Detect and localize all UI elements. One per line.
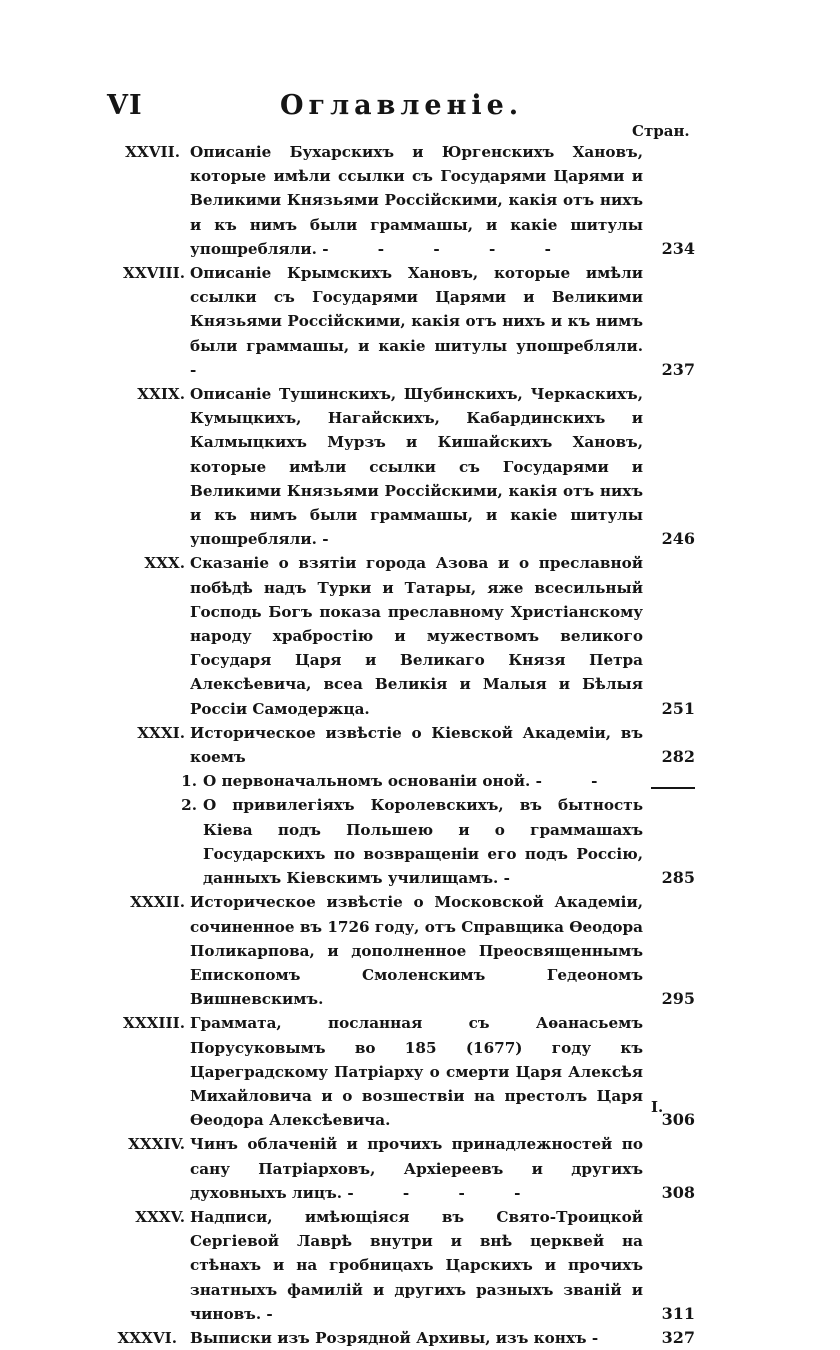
dot-leader: - bbox=[591, 1328, 621, 1347]
dot-leader: - bbox=[322, 530, 351, 549]
entry-number: XXVII. bbox=[125, 143, 180, 161]
dot-leader: - bbox=[190, 360, 219, 379]
toc-entry bbox=[95, 1326, 695, 1350]
toc-entry bbox=[95, 382, 695, 551]
dot-leader: - bbox=[503, 869, 532, 888]
page-title: Оглавленіе. bbox=[280, 90, 524, 121]
entry-number: 1. bbox=[181, 772, 197, 791]
entry-page: 285 bbox=[661, 868, 695, 888]
entry-page: 251 bbox=[661, 698, 695, 718]
toc-entry bbox=[95, 721, 695, 769]
entry-number: XXX. bbox=[144, 554, 185, 573]
entry-number: XXVIII. bbox=[123, 264, 185, 283]
entry-text: Сказаніе о взятіи города Азова и о преславной побѣдѣ надъ Турки и Татары, яже всесильный Господь Богъ показа преславному Христіанскому народу храбростію и мужествомъ великого Государя Царя и Великаго Князя Петра Алексѣевича, всеа Великія и Малыя и Бѣлыя Россіи Самодержца. bbox=[190, 554, 643, 718]
catchword: I. bbox=[651, 1098, 664, 1116]
entry-page: 327 bbox=[661, 1327, 695, 1347]
entry-text: Надписи, имѣющіяся въ Свято-Троицкой Сергіевой Лаврѣ внутри и внѣ церквей на стѣнахъ и на гробницахъ Царскихъ и прочихъ знатныхъ фамилій и другихъ разныхъ званій и чиновъ. bbox=[190, 1207, 643, 1323]
toc-entry bbox=[95, 1011, 695, 1132]
dot-leader: - bbox=[266, 1304, 295, 1323]
page-number: VI bbox=[107, 90, 143, 121]
toc-subentry bbox=[95, 793, 695, 890]
toc-entry bbox=[95, 1205, 695, 1326]
entry-number: XXIX. bbox=[137, 385, 185, 404]
entry-number: XXXVI. bbox=[117, 1328, 177, 1347]
entry-text: Граммата, посланная съ Аѳанасьемъ Порусуковымъ во 185 (1677) году къ Цареградскому Патріарху о смерти Царя Алексѣя Михайловича и о возшествіи на престолъ Царя Ѳеодора Алексѣевича. bbox=[190, 1014, 643, 1130]
entry-page: 308 bbox=[661, 1182, 695, 1202]
entry-number: XXXI. bbox=[137, 723, 185, 742]
toc-entry bbox=[95, 261, 695, 382]
page-dash-line bbox=[651, 787, 695, 789]
entry-number: XXXII. bbox=[130, 893, 185, 912]
entry-page: 282 bbox=[661, 747, 695, 767]
dot-leader: - - bbox=[535, 772, 620, 791]
toc-entry bbox=[95, 1132, 695, 1205]
toc-subentry bbox=[95, 769, 695, 793]
entry-page: 295 bbox=[661, 989, 695, 1009]
entry-text: Описаніе Крымскихъ Хановъ, которые имѣли ссылки съ Государями Царями и Великими Князьями Россійскими, какія отъ нихъ и къ нимъ были граммашы, и какіе шитулы упошребляли. bbox=[190, 264, 643, 355]
entry-text: Описаніе Тушинскихъ, Шубинскихъ, Черкаскихъ, Кумыцкихъ, Нагайскихъ, Кабардинскихъ и Калмыцкихъ Мурзъ и Кишайскихъ Хановъ, которые имѣли ссылки съ Государями и Великими Князьями Россійскими, какія отъ нихъ и къ нимъ были граммашы, и какіе шитулы упошребляли. bbox=[190, 385, 643, 549]
entry-number: 2. bbox=[181, 796, 197, 815]
entry-page: 234 bbox=[661, 238, 695, 258]
entry-text: Историческое извѣстіе о Кіевской Академіи, въ коемъ bbox=[190, 723, 643, 767]
toc-entry bbox=[95, 890, 695, 1011]
entry-text: Чинъ облаченій и прочихъ принадлежностей по сану Патріарховъ, Архіереевъ и другихъ духовныхъ лицъ. bbox=[190, 1135, 643, 1202]
entry-text: О первоначальномъ основаніи оной. bbox=[203, 772, 531, 791]
entry-number: XXXIII. bbox=[123, 1014, 185, 1033]
entry-page: 237 bbox=[661, 359, 695, 379]
entry-page: 246 bbox=[661, 529, 695, 549]
entry-page: 306 bbox=[661, 1110, 695, 1130]
toc-entry bbox=[95, 140, 695, 261]
dot-leader: - - - - bbox=[347, 1183, 543, 1202]
entry-text: Описаніе Бухарскихъ и Юргенскихъ Хановъ, которые имѣли ссылки съ Государями Царями и Великими Князьями Россійскими, какія отъ нихъ и къ нимъ были граммашы, и какіе шитулы упошребляли. bbox=[190, 143, 643, 258]
toc-entry bbox=[95, 551, 695, 720]
entry-number: XXXIV. bbox=[128, 1135, 185, 1154]
entry-text: Выписки изъ Розрядной Архивы, изъ конхъ bbox=[190, 1328, 587, 1347]
entry-page: 311 bbox=[661, 1303, 695, 1323]
entry-number: XXXV. bbox=[135, 1207, 185, 1226]
page-column-label: Стран. bbox=[632, 122, 690, 140]
table-of-contents bbox=[95, 140, 695, 1350]
dot-leader: - - - - - bbox=[322, 239, 573, 258]
entry-text: Историческое извѣстіе о Московской Академіи, сочиненное въ 1726 году, отъ Справщика Ѳеодора Поликарпова, и дополненное Преосвященнымъ Епископомъ Смоленскимъ Гедеономъ Вишневскимъ. bbox=[190, 893, 643, 1009]
entry-text: О привилегіяхъ Королевскихъ, въ бытность Кіева подъ Польшею и о граммашахъ Государскихъ по возвращеніи его подъ Россію, данныхъ Кіевскимъ училищамъ. bbox=[203, 796, 643, 888]
